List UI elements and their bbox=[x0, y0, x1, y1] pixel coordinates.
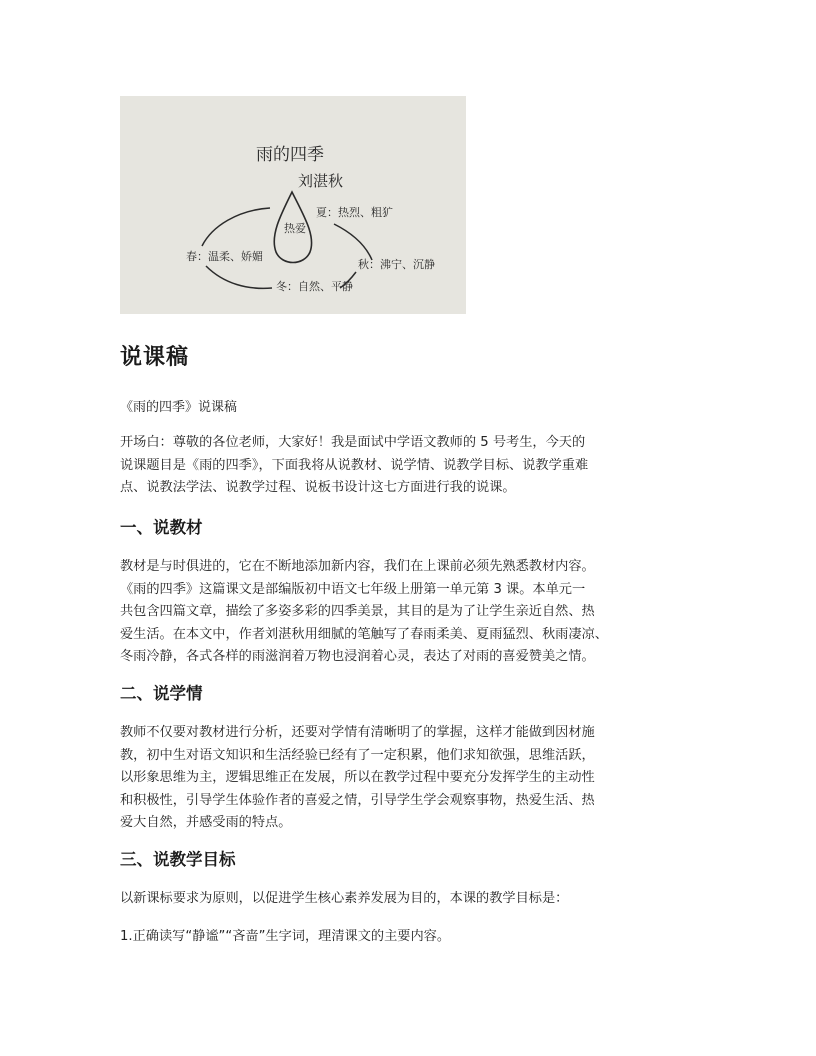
paragraph-line: 爱生活。在本文中，作者刘湛秋用细腻的笔触写了春雨柔美、夏雨猛烈、秋雨凄凉、 bbox=[120, 626, 608, 642]
paragraph-line: 《雨的四季》这篇课文是部编版初中语文七年级上册第一单元第 3 课。本单元一 bbox=[120, 581, 586, 597]
list-item: 1.正确读写“静谧”“吝啬”生字词，理清课文的主要内容。 bbox=[120, 929, 451, 944]
sketch-title: 雨的四季 bbox=[256, 145, 324, 165]
paragraph-line: 爱大自然，并感受雨的特点。 bbox=[120, 815, 292, 831]
intro-line: 说课题目是《雨的四季》，下面我将从说教材、说学情、说教学目标、说教学重难 bbox=[120, 457, 589, 473]
paragraph-line: 和积极性，引导学生体验作者的喜爱之情，引导学生学会观察事物，热爱生活、热 bbox=[120, 792, 595, 808]
paragraph-line: 教材是与时俱进的，它在不断地添加新内容，我们在上课前必须先熟悉教材内容。 bbox=[120, 559, 595, 574]
paragraph-line: 冬雨冷静，各式各样的雨滋润着万物也浸润着心灵，表达了对雨的喜爱赞美之情。 bbox=[120, 649, 595, 665]
sketch-author: 刘湛秋 bbox=[298, 172, 344, 190]
paragraph-line: 以形象思维为主，逻辑思维正在发展，所以在教学过程中要充分发挥学生的主动性 bbox=[120, 770, 595, 786]
document-title: 说课稿 bbox=[120, 345, 190, 370]
handwritten-notes-photo bbox=[120, 96, 466, 314]
sketch-autumn: 秋：沸宁、沉静 bbox=[358, 258, 435, 271]
lesson-subtitle: 《雨的四季》说课稿 bbox=[120, 400, 238, 415]
sketch-summer: 夏：热烈、粗犷 bbox=[316, 206, 393, 219]
mind-map-sketch bbox=[120, 96, 466, 314]
section-heading-textbook: 一、说教材 bbox=[120, 518, 203, 537]
sketch-center: 热爱 bbox=[284, 222, 306, 235]
sketch-spring: 春：温柔、娇媚 bbox=[186, 250, 263, 263]
paragraph-line: 以新课标要求为原则，以促进学生核心素养发展为目的，本课的教学目标是： bbox=[120, 891, 569, 906]
section-heading-objectives: 三、说教学目标 bbox=[120, 850, 236, 869]
textbook-paragraph bbox=[120, 556, 608, 669]
paragraph-line: 教，初中生对语文知识和生活经验已经有了一定积累，他们求知欲强，思维活跃， bbox=[120, 747, 595, 763]
objectives-paragraph bbox=[120, 888, 568, 911]
sketch-winter: 冬：自然、平静 bbox=[276, 280, 353, 293]
paragraph-line: 教师不仅要对教材进行分析，还要对学情有清晰明了的掌握，这样才能做到因材施 bbox=[120, 725, 595, 740]
intro-line: 开场白：尊敬的各位老师，大家好！我是面试中学语文教师的 5 号考生，今天的 bbox=[120, 435, 586, 450]
intro-line: 点、说教法学法、说教学过程、说板书设计这七方面进行我的说课。 bbox=[120, 480, 516, 496]
section-heading-students: 二、说学情 bbox=[120, 684, 203, 703]
students-paragraph bbox=[120, 722, 595, 835]
objective-item-1 bbox=[120, 926, 450, 949]
intro-paragraph bbox=[120, 432, 588, 500]
paragraph-line: 共包含四篇文章，描绘了多姿多彩的四季美景，其目的是为了让学生亲近自然、热 bbox=[120, 604, 595, 620]
